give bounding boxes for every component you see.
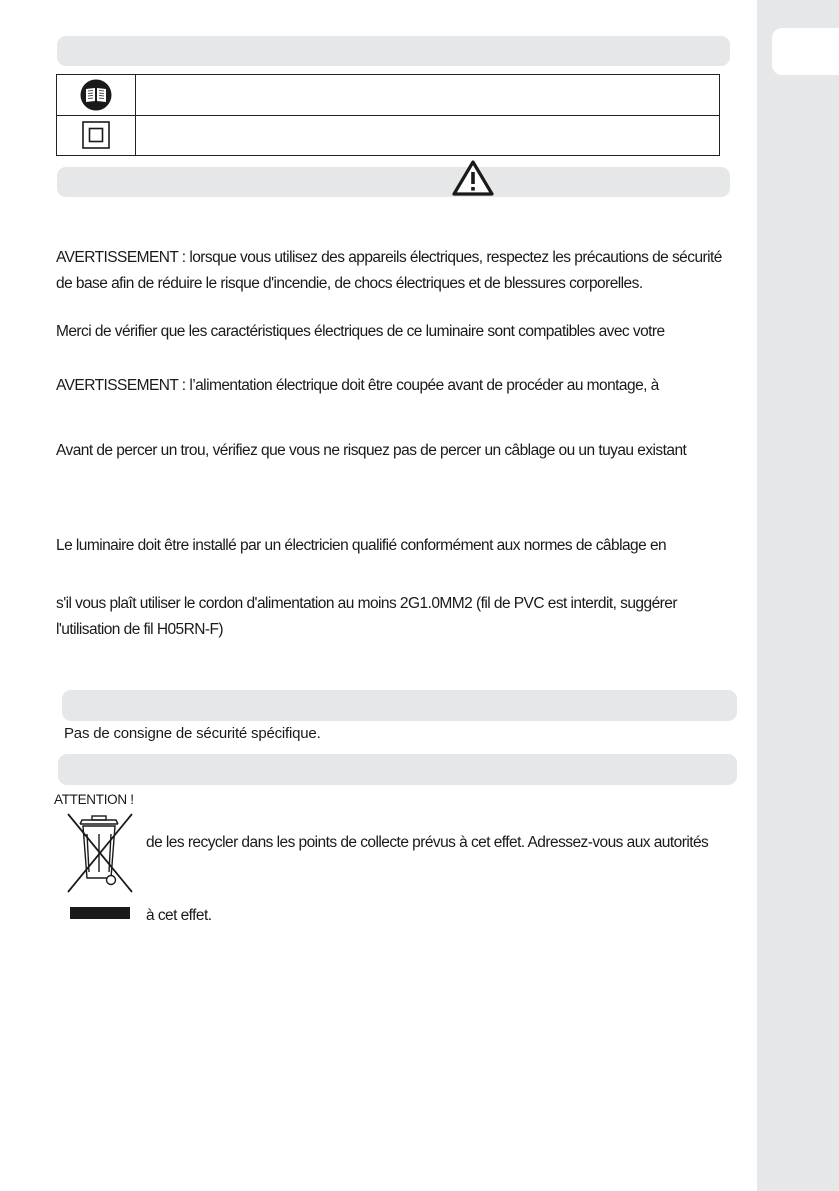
safety-paragraph-6-line-1: s'il vous plaît utiliser le cordon d'alimentation au moins 2G1.0MM2 (fil de PVC est interdit, suggérer: [56, 595, 677, 612]
symbol-row-manual: [57, 75, 719, 116]
language-tab: [772, 28, 839, 75]
attention-label: ATTENTION !: [54, 792, 134, 807]
safety-paragraph-4: Avant de percer un trou, vérifiez que vous ne risquez pas de percer un câblage ou un tuyau existant: [56, 442, 687, 459]
safety-paragraph-2: Merci de vérifier que les caractéristiques électriques de ce luminaire sont compatibles avec votre: [56, 323, 665, 340]
section-header-bar-specific: [62, 690, 737, 721]
symbol-row-class-ii: [57, 115, 719, 155]
symbols-table: [56, 74, 720, 156]
safety-paragraph-3: AVERTISSEMENT : l’alimentation électrique doit être coupée avant de procéder au montage, à: [56, 377, 659, 394]
manual-book-icon: [80, 79, 112, 111]
section-header-bar-safety: [57, 167, 730, 197]
safety-paragraph-1-line-1: AVERTISSEMENT : lorsque vous utilisez des appareils électriques, respectez les précautions de sécurité: [56, 249, 722, 266]
side-margin-strip: [757, 0, 839, 1191]
safety-paragraph-6-line-2: l'utilisation de fil H05RN-F): [56, 621, 224, 638]
warning-triangle-icon: [452, 160, 494, 196]
recycle-end-line: à cet effet.: [146, 907, 212, 924]
section-header-bar-environment: [58, 754, 737, 785]
crossed-out-wheelie-bin-icon: [66, 812, 134, 894]
safety-paragraph-1-line-2: de base afin de réduire le risque d'incendie, de chocs électriques et de blessures corporelles.: [56, 275, 643, 292]
recycle-text-line: de les recycler dans les points de collecte prévus à cet effet. Adressez-vous aux autorités: [146, 834, 709, 851]
section-header-bar-symbols: [57, 36, 730, 66]
specific-safety-text: Pas de consigne de sécurité spécifique.: [64, 725, 321, 742]
safety-paragraph-5: Le luminaire doit être installé par un électricien qualifié conformément aux normes de câblage en: [56, 537, 667, 554]
bin-black-bar: [70, 907, 130, 919]
double-insulation-icon: [82, 121, 110, 149]
